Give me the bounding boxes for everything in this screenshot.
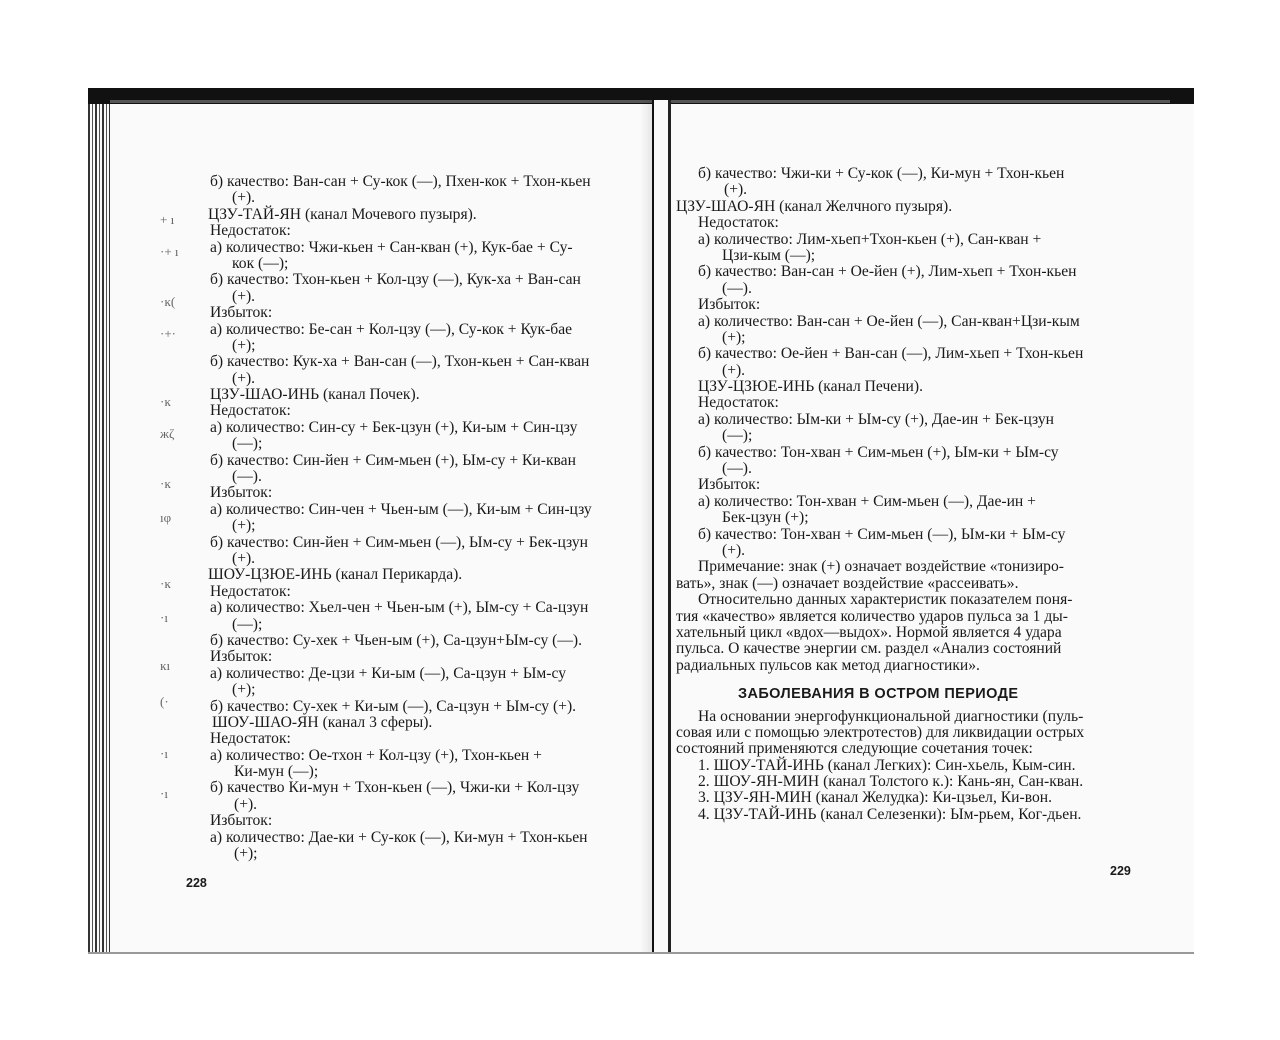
margin-mark: ·ı <box>160 746 168 761</box>
text-line: (+); <box>232 336 256 354</box>
margin-mark: ·ı <box>160 610 168 625</box>
left-page <box>208 174 644 862</box>
list-item: 1. ШОУ-ТАЙ-ИНЬ (канал Легких): Син-хьель, Кым-син. <box>698 756 1076 774</box>
text-line: а) количество: Де-цзи + Ки-ым (—), Са-цзун + Ым-су <box>210 664 567 682</box>
subheading: Избыток: <box>698 296 761 314</box>
text-line: (—). <box>232 468 262 486</box>
note-paragraph: вать», знак (—) означает воздействие «рассеивать». <box>676 574 1019 592</box>
margin-mark: (· <box>160 694 169 709</box>
text-line: (+). <box>232 549 256 567</box>
list-item: 3. ЦЗУ-ЯН-МИН (канал Желудка): Ки-цзьел, Ки-вон. <box>698 789 1052 807</box>
text-line: а) количество: Хьел-чен + Чьен-ым (+), Ым-су + Са-цзун <box>210 599 589 617</box>
text-line: б) качество: Кук-ха + Ван-сан (—), Тхон-кьен + Сан-кван <box>210 353 590 371</box>
text-line: б) качество: Ван-сан + Ое-йен (+), Лим-хьеп + Тхон-кьен <box>698 263 1077 281</box>
body-paragraph: совая или с помощью электротестов) для ликвидации острых <box>676 723 1085 741</box>
body-paragraph: Относительно данных характеристик показателем поня- <box>698 591 1073 609</box>
text-line: Цзи-кым (—); <box>722 246 816 264</box>
margin-mark: ·ĸ( <box>160 294 176 309</box>
body-paragraph: пульса. О качестве энергии см. раздел «Анализ состояний <box>676 640 1062 658</box>
text-line: кок (—); <box>232 254 289 272</box>
text-line: (+); <box>232 681 256 699</box>
text-line: б) качество Ки-мун + Тхон-кьен (—), Чжи-ки + Кол-цзу <box>210 779 580 797</box>
margin-mark: + ı <box>160 212 175 227</box>
margin-mark: ·ĸ <box>160 394 171 409</box>
margin-mark: ·+ ı <box>160 244 179 259</box>
text-line: Бек-цзун (+); <box>722 509 809 527</box>
body-paragraph: хательный цикл «вдох—выдох». Нормой является 4 удара <box>676 623 1062 641</box>
text-line: б) качество: Ое-йен + Ван-сан (—), Лим-хьеп + Тхон-кьен <box>698 345 1084 363</box>
text-line: а) количество: Чжи-кьен + Сан-кван (+), Кук-бае + Су- <box>210 238 573 256</box>
margin-marks <box>160 200 190 800</box>
text-line: б) качество: Син-йен + Сим-мьен (+), Ым-су + Ки-кван <box>210 451 576 469</box>
page-edge-left <box>88 88 110 954</box>
text-line: (+). <box>232 369 256 387</box>
text-line: б) качество: Тон-хван + Сим-мьен (—), Ым-ки + Ым-су <box>698 525 1066 543</box>
subheading: Недостаток: <box>698 394 779 412</box>
channel-heading: ЦЗУ-ШАО-ИНЬ (канал Почек). <box>210 386 420 404</box>
book-gutter <box>652 100 671 954</box>
subheading: Избыток: <box>210 484 273 502</box>
text-line: а) количество: Дае-ки + Су-кок (—), Ки-мун + Тхон-кьен <box>210 828 588 846</box>
subheading: Избыток: <box>210 812 273 830</box>
text-line: (+); <box>232 517 256 535</box>
text-line: а) количество: Ым-ки + Ым-су (+), Дае-ин + Бек-цзун <box>698 410 1055 428</box>
subheading: Недостаток: <box>210 730 291 748</box>
margin-mark: ·ı <box>160 786 168 801</box>
text-line: б) качество: Ван-сан + Су-кок (—), Пхен-кок + Тхон-кьен <box>210 173 591 190</box>
text-line: (—). <box>722 279 752 297</box>
body-paragraph: тия «качество» является количество ударов пульса за 1 ды- <box>676 607 1068 625</box>
margin-mark: жζ <box>160 426 175 441</box>
subheading: Избыток: <box>210 304 273 322</box>
text-line: (+). <box>724 181 748 199</box>
text-line: (+). <box>234 795 258 813</box>
channel-heading: ШОУ-ШАО-ЯН (канал 3 сферы). <box>212 713 433 731</box>
subheading: Недостаток: <box>698 214 779 232</box>
margin-mark: ĸı <box>160 658 171 673</box>
text-line: а) количество: Син-су + Бек-цзун (+), Ки-ым + Син-цзу <box>210 418 578 436</box>
text-line: (—). <box>722 460 752 478</box>
body-paragraph: радиальных пульсов как метод диагностики». <box>676 656 980 674</box>
channel-heading: ШОУ-ЦЗЮЕ-ИНЬ (канал Перикарда). <box>208 566 463 584</box>
text-line: (+). <box>232 287 256 305</box>
text-line: а) количество: Бе-сан + Кол-цзу (—), Су-кок + Кук-бае <box>210 320 573 338</box>
text-line: (+). <box>722 361 746 379</box>
text-line: (+). <box>722 541 746 559</box>
text-line: а) количество: Ое-тхон + Кол-цзу (+), Тхон-кьен + <box>210 746 542 764</box>
text-line: б) качество: Су-хек + Чьен-ым (+), Са-цзун+Ым-су (—). <box>210 631 583 649</box>
scan-bottom-line <box>88 952 1194 954</box>
text-line: б) качество: Чжи-ки + Су-кок (—), Ки-мун + Тхон-кьен <box>698 165 1065 182</box>
text-line: а) количество: Ван-сан + Ое-йен (—), Сан-кван+Цзи-кым <box>698 312 1080 330</box>
body-paragraph: состояний применяются следующие сочетания точек: <box>676 740 1033 758</box>
text-line: б) качество: Син-йен + Сим-мьен (—), Ым-су + Бек-цзун <box>210 533 588 551</box>
margin-mark: ·ĸ <box>160 476 171 491</box>
text-line: б) качество: Тон-хван + Сим-мьен (+), Ым-ки + Ым-су <box>698 443 1059 461</box>
text-line: (—); <box>232 435 263 453</box>
channel-heading: ЦЗУ-ШАО-ЯН (канал Желчного пузыря). <box>676 197 953 215</box>
text-line: б) качество: Су-хек + Ки-ым (—), Са-цзун + Ым-су (+). <box>210 697 577 715</box>
subheading: Избыток: <box>210 648 273 666</box>
text-line: а) количество: Лим-хьеп+Тхон-кьен (+), Сан-кван + <box>698 230 1042 248</box>
text-line: (+). <box>232 189 256 207</box>
text-line: (—); <box>722 427 753 445</box>
margin-mark: ıφ <box>160 510 172 525</box>
body-paragraph: На основании энергофункциональной диагностики (пуль- <box>698 707 1084 725</box>
text-line: (+); <box>234 845 258 863</box>
page-number-left: 228 <box>186 876 207 890</box>
note-paragraph: Примечание: знак (+) означает воздействие «тонизиро- <box>698 558 1064 576</box>
section-heading: ЗАБОЛЕВАНИЯ В ОСТРОМ ПЕРИОДЕ <box>738 686 1019 703</box>
text-line: (+); <box>722 328 746 346</box>
text-line: Ки-мун (—); <box>234 763 319 781</box>
list-item: 4. ЦЗУ-ТАЙ-ИНЬ (канал Селезенки): Ым-рьем, Ког-дьен. <box>698 805 1082 823</box>
text-line: а) количество: Тон-хван + Сим-мьен (—), Дае-ин + <box>698 492 1036 510</box>
text-line: (—); <box>232 615 263 633</box>
text-line: а) количество: Син-чен + Чьен-ым (—), Ки-ым + Син-цзу <box>210 500 592 518</box>
list-item: 2. ШОУ-ЯН-МИН (канал Толстого к.): Кань-ян, Сан-кван. <box>698 773 1084 791</box>
page-number-right: 229 <box>1110 864 1131 878</box>
channel-heading: ЦЗУ-ТАЙ-ЯН (канал Мочевого пузыря). <box>208 205 477 223</box>
subheading: Недостаток: <box>210 582 291 600</box>
margin-mark: ·+· <box>160 326 176 341</box>
margin-mark: ·ĸ <box>160 576 171 591</box>
right-page <box>676 166 1136 823</box>
subheading: Избыток: <box>698 476 761 494</box>
subheading: Недостаток: <box>210 222 291 240</box>
text-line: б) качество: Тхон-кьен + Кол-цзу (—), Кук-ха + Ван-сан <box>210 271 581 289</box>
subheading: Недостаток: <box>210 402 291 420</box>
channel-heading: ЦЗУ-ЦЗЮЕ-ИНЬ (канал Печени). <box>698 378 923 396</box>
